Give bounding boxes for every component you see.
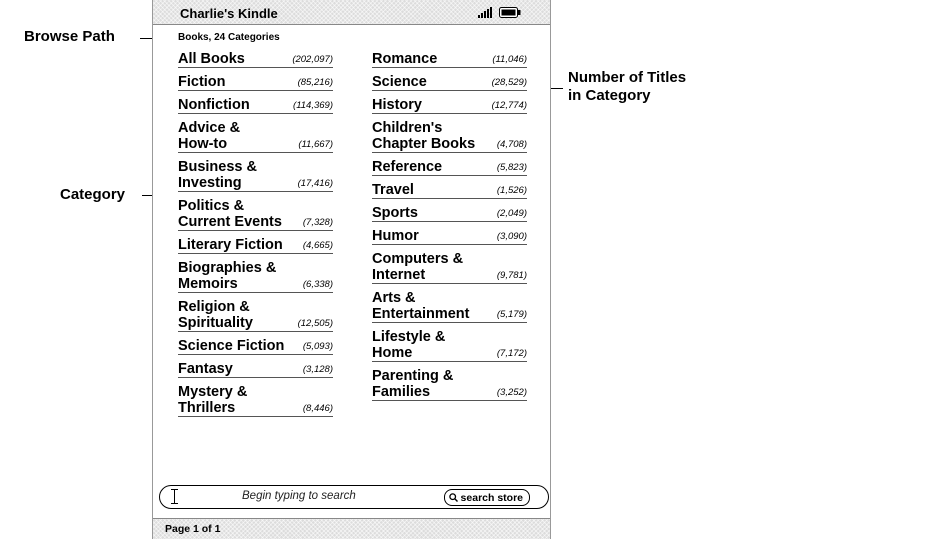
category-count: (3,252) bbox=[496, 387, 527, 398]
search-bar[interactable] bbox=[159, 485, 549, 509]
category-name: Children's Chapter Books bbox=[372, 120, 476, 152]
category-name: All Books bbox=[178, 51, 245, 67]
category-item[interactable] bbox=[372, 329, 527, 362]
category-name: Sports bbox=[372, 205, 418, 221]
category-item[interactable] bbox=[372, 97, 527, 114]
category-count: (3,090) bbox=[496, 231, 527, 242]
category-name: Religion & Spirituality bbox=[178, 299, 253, 331]
category-count: (85,216) bbox=[297, 77, 333, 88]
category-count: (5,179) bbox=[496, 309, 527, 320]
footer-bar bbox=[153, 518, 550, 539]
category-count: (12,774) bbox=[491, 100, 527, 111]
callout-category: Category bbox=[60, 186, 126, 203]
title-bar bbox=[153, 0, 550, 25]
category-item[interactable] bbox=[372, 74, 527, 91]
browse-path: Books, 24 Categories bbox=[178, 32, 280, 43]
category-count: (1,526) bbox=[496, 185, 527, 196]
signal-bars-icon bbox=[478, 7, 494, 18]
category-name: Politics & Current Events bbox=[178, 198, 282, 230]
category-item[interactable] bbox=[178, 260, 333, 293]
category-item[interactable] bbox=[178, 97, 333, 114]
search-placeholder: Begin typing to search bbox=[242, 490, 356, 502]
category-name: Computers & Internet bbox=[372, 251, 464, 283]
search-store-label: search store bbox=[460, 491, 523, 504]
category-count: (7,172) bbox=[496, 348, 527, 359]
category-item[interactable] bbox=[178, 384, 333, 417]
category-item[interactable] bbox=[178, 74, 333, 91]
category-count: (8,446) bbox=[302, 403, 333, 414]
category-name: Lifestyle & Home bbox=[372, 329, 446, 361]
search-store-button[interactable] bbox=[444, 489, 530, 506]
category-item[interactable] bbox=[178, 120, 333, 153]
category-item[interactable] bbox=[372, 251, 527, 284]
category-count: (6,338) bbox=[302, 279, 333, 290]
battery-icon bbox=[499, 7, 521, 18]
category-name: Nonfiction bbox=[178, 97, 250, 113]
category-item[interactable] bbox=[372, 159, 527, 176]
category-count: (11,667) bbox=[298, 139, 333, 150]
category-name: History bbox=[372, 97, 422, 113]
category-list-left bbox=[178, 51, 333, 423]
category-name: Biographies & Memoirs bbox=[178, 260, 277, 292]
category-count: (2,049) bbox=[496, 208, 527, 219]
category-item[interactable] bbox=[178, 299, 333, 332]
category-count: (9,781) bbox=[496, 270, 527, 281]
category-name: Humor bbox=[372, 228, 419, 244]
category-name: Literary Fiction bbox=[178, 237, 283, 253]
category-name: Fantasy bbox=[178, 361, 233, 377]
category-count: (5,823) bbox=[496, 162, 527, 173]
category-name: Fiction bbox=[178, 74, 226, 90]
category-name: Advice & How-to bbox=[178, 120, 241, 152]
category-item[interactable] bbox=[372, 51, 527, 68]
category-item[interactable] bbox=[372, 228, 527, 245]
category-name: Science bbox=[372, 74, 427, 90]
text-cursor-icon bbox=[174, 489, 175, 504]
category-name: Romance bbox=[372, 51, 438, 67]
category-name: Arts & Entertainment bbox=[372, 290, 470, 322]
category-name: Parenting & Families bbox=[372, 368, 454, 400]
category-item[interactable] bbox=[178, 338, 333, 355]
category-count: (4,708) bbox=[496, 139, 527, 150]
category-item[interactable] bbox=[178, 361, 333, 378]
category-item[interactable] bbox=[178, 237, 333, 254]
category-count: (3,128) bbox=[302, 364, 333, 375]
search-icon bbox=[449, 493, 458, 502]
category-count: (12,505) bbox=[297, 318, 333, 329]
callout-number-of-titles: Number of Titles in Category bbox=[568, 69, 687, 104]
category-item[interactable] bbox=[178, 159, 333, 192]
category-item[interactable] bbox=[178, 198, 333, 231]
category-count: (17,416) bbox=[297, 178, 333, 189]
page-indicator: Page 1 of 1 bbox=[165, 523, 221, 535]
kindle-screen bbox=[152, 0, 551, 539]
category-item[interactable] bbox=[372, 182, 527, 199]
category-count: (5,093) bbox=[302, 341, 333, 352]
category-name: Science Fiction bbox=[178, 338, 285, 354]
category-item[interactable] bbox=[178, 51, 333, 68]
category-name: Travel bbox=[372, 182, 414, 198]
category-count: (202,097) bbox=[292, 54, 333, 65]
category-count: (11,046) bbox=[492, 54, 527, 65]
category-count: (4,665) bbox=[302, 240, 333, 251]
category-item[interactable] bbox=[372, 120, 527, 153]
category-count: (114,369) bbox=[293, 100, 333, 111]
category-count: (28,529) bbox=[491, 77, 527, 88]
category-name: Reference bbox=[372, 159, 443, 175]
category-list-right bbox=[372, 51, 527, 407]
device-title: Charlie's Kindle bbox=[180, 6, 278, 21]
category-name: Mystery & Thrillers bbox=[178, 384, 248, 416]
category-name: Business & Investing bbox=[178, 159, 257, 191]
category-item[interactable] bbox=[372, 205, 527, 222]
category-item[interactable] bbox=[372, 290, 527, 323]
category-item[interactable] bbox=[372, 368, 527, 401]
category-count: (7,328) bbox=[302, 217, 333, 228]
callout-browse-path: Browse Path bbox=[24, 28, 115, 45]
